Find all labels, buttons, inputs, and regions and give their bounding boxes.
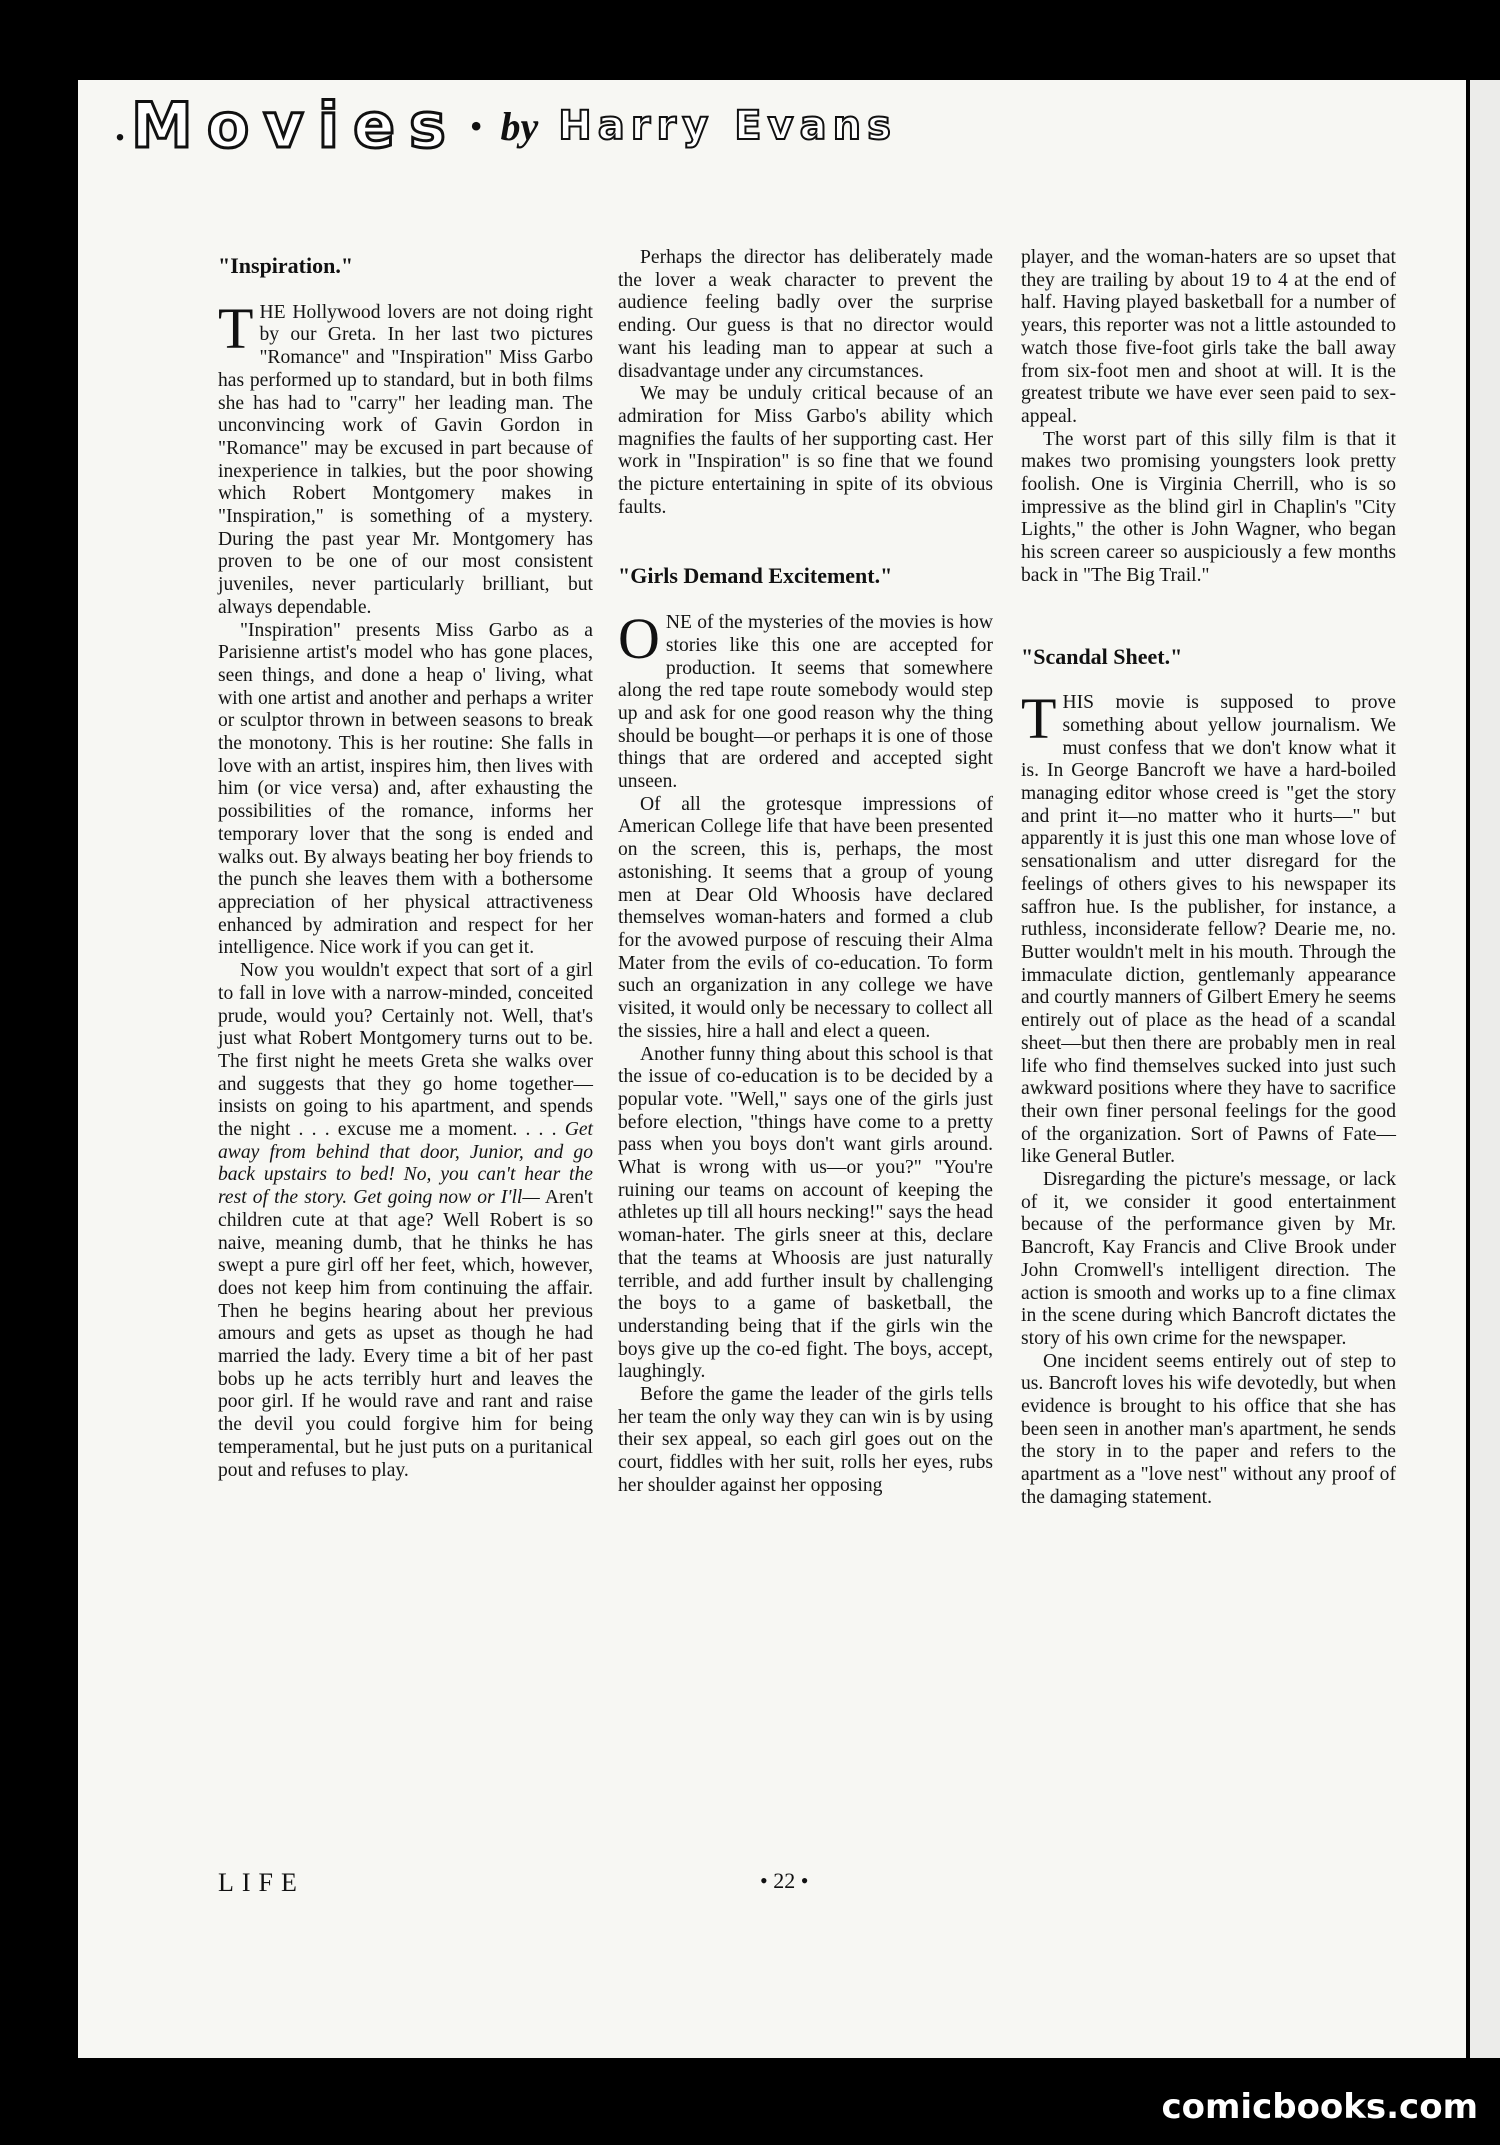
masthead-dot: .	[115, 103, 125, 149]
italic-aside: Get away from behind that door, Junior, and go back upstairs to bed! No, you can't hear the rest of the story. Get going now or I'll—	[218, 1119, 593, 1209]
paragraph: Before the game the leader of the girls tells her team the only way they can win is by using their sex appeal, so each girl goes out on the court, fiddles with her suit, rolls her eyes, rubs her shoulder against her opposing	[618, 1384, 993, 1496]
drop-cap: O	[618, 606, 660, 672]
paragraph-text: NE of the mysteries of the movies is how stories like this one are accepted for production. It seems that somewhere along the red tape route somebody would step up and ask for one good reason why the thing should be bought—or perhaps it is one of those things that are ordered and accepted sight unseen.	[618, 612, 993, 793]
paragraph: One incident seems entirely out of step to us. Bancroft loves his wife devotedly, but when evidence is brought to his office that she has been seen in another man's apartment, he sends the story in to the paper and refers to the apartment as a "love nest" without any proof of the damaging statement.	[1021, 1350, 1396, 1508]
article-column-1	[218, 255, 593, 1482]
paragraph-text: HIS movie is supposed to prove something about yellow journalism. We must confess that we don't know what it is. In George Bancroft we have a hard-boiled managing editor whose creed is "get the story and print it—no matter who it hurts—" but apparently it is just this one man whose love of sensationalism and utter disregard for the feelings of others gives to his newspaper its saffron hue. Is the publisher, for instance, a ruthless, inconsiderate fellow? Dearie me, no. Butter wouldn't melt in his mouth. Through the immaculate diction, gentlemanly appearance and courtly manners of Gilbert Emery he seems entirely out of place as the head of a scandal sheet—but then there are probably men in real life who find themselves sucked into just such awkward positions where they have to sacrifice their own finer personal feelings for the good of the organization. Sort of Pawns of Fate—like General Butler.	[1021, 692, 1396, 1168]
article-column-3	[1021, 247, 1396, 1510]
review-heading-scandal-sheet: "Scandal Sheet."	[1021, 643, 1183, 669]
author-name: Harry Evans	[558, 103, 897, 149]
paragraph: Of all the grotesque impressions of American College life that have been presented on the screen, this is, perhaps, the most astonishing. It seems that a group of young men at Dear Old Whoosis have declared themselves woman-haters and formed a club for the avowed purpose of rescuing their Alma Mater from the evils of co-education. To form such an organization in any college we have visited, it would only be necessary to collect all the sissies, hire a hall and elect a queen.	[618, 793, 993, 1042]
paragraph: We may be unduly critical because of an admiration for Miss Garbo's ability which magnifies the faults of her supporting cast. Her work in "Inspiration" is so fine that we found the picture entertaining in spite of its obvious faults.	[618, 383, 993, 518]
paragraph	[1021, 686, 1396, 1169]
paragraph: Perhaps the director has deliberately made the lover a weak character to prevent the audience feeling badly over the surprise ending. Our guess is that no director would want his leading man to appear at such a disadvantage under any circumstances.	[618, 247, 993, 382]
drop-cap: T	[218, 295, 254, 361]
page-number: • 22 •	[760, 1868, 809, 1893]
masthead	[115, 89, 1405, 162]
paragraph	[218, 960, 593, 1482]
adjacent-page-edge	[1470, 80, 1500, 2058]
review-heading-inspiration: "Inspiration."	[218, 253, 354, 278]
paragraph-text: HE Hollywood lovers are not doing right by our Greta. In her last two pictures "Romance" and "Inspiration" Miss Garbo has performed up to standard, but in both films she has had to "carry" her leading man. The unconvincing work of Gavin Gordon in "Romance" may be excused in part because of inexperience in talkies, but the poor showing which Robert Montgomery makes in "Inspiration," is something of a mystery. During the past year Mr. Montgomery has proven to be one of our most consistent juveniles, never particularly brilliant, but always dependable.	[218, 301, 593, 618]
review-heading-girls-demand-excitement: "Girls Demand Excitement."	[618, 563, 893, 589]
magazine-name: LIFE	[218, 1868, 305, 1897]
paragraph	[218, 295, 593, 620]
paragraph-text: Aren't children cute at that age? Well Robert is so naive, meaning dumb, that he thinks he has swept a pure girl off her feet, which, however, does not keep him from continuing the affair. Then he begins hearing about her previous amours and gets as upset as though he had married the lady. Every time a bit of her past bobs up he acts terribly hurt and leaves the poor girl. If he would rave and rant and raise the devil you could forgive him for being temperamental, but he just puts on a puritanical pout and refuses to play.	[218, 1187, 593, 1481]
paragraph-text: Now you wouldn't expect that sort of a girl to fall in love with a narrow-minded, conceited prude, would you? Certainly not. Well, that's just what Robert Montgomery turns out to be. The first night he meets Greta she walks over and suggests that they go home together—insists on going to his apartment, and spends the night . . . excuse me a moment. . . .	[218, 960, 593, 1141]
masthead-bullet: •	[469, 106, 483, 146]
section-title: Movies	[131, 89, 460, 162]
source-watermark: comicbooks.com	[1161, 2087, 1478, 2127]
paragraph	[618, 606, 993, 794]
byline-prefix: by	[500, 103, 539, 149]
paragraph: "Inspiration" presents Miss Garbo as a Parisienne artist's model who has gone places, seen things, and done a heap o' living, what with one artist and another and perhaps a writer or sculptor thrown in between seasons to break the monotony. This is her routine: She falls in love with an artist, inspires him, then lives with him (or vice versa) and, after exhausting the possibilities of the romance, informs her temporary lover that the song is ended and walks out. By always beating her boy friends to the punch she leaves them with a bothersome appreciation of her physical attractiveness enhanced by admiration and respect for her intelligence. Nice work if you can get it.	[218, 619, 593, 959]
paragraph: player, and the woman-haters are so upset that they are trailing by about 19 to 4 at the end of half. Having played basketball for a number of years, this reporter was not a little astounded to watch those five-foot girls take the ball away from six-foot men and shoot at will. It is the greatest tribute we have ever seen paid to sex-appeal.	[1021, 247, 1396, 427]
paragraph: The worst part of this silly film is that it makes two promising youngsters look pretty foolish. One is Virginia Cherrill, who is so impressive as the blind girl in Chaplin's "City Lights," the other is John Wagner, who began his screen career so auspiciously a few months back in "The Big Trail."	[1021, 428, 1396, 586]
paragraph: Another funny thing about this school is that the issue of co-education is to be decided by a popular vote. "Well," says one of the girls just before election, "things have come to a pretty pass when you boys don't want girls around. What is wrong with us—or you?" "You're ruining our teams on account of keeping the athletes up till all hours necking!" says the head woman-hater. The girls sneer at this, declare that the teams at Whoosis are just naturally terrible, and add further insult by challenging the boys to a game of basketball, the understanding being that if the girls win the boys give up the co-ed fight. The boys, accept, laughingly.	[618, 1043, 993, 1383]
article-column-2	[618, 247, 993, 1498]
paragraph: Disregarding the picture's message, or lack of it, we consider it good entertainment because of the performance given by Mr. Bancroft, Kay Francis and Clive Brook under John Cromwell's intelligent direction. The action is smooth and works up to a fine climax in the scene during which Bancroft dictates the story of his own crime for the newspaper.	[1021, 1169, 1396, 1349]
drop-cap: T	[1021, 686, 1057, 752]
